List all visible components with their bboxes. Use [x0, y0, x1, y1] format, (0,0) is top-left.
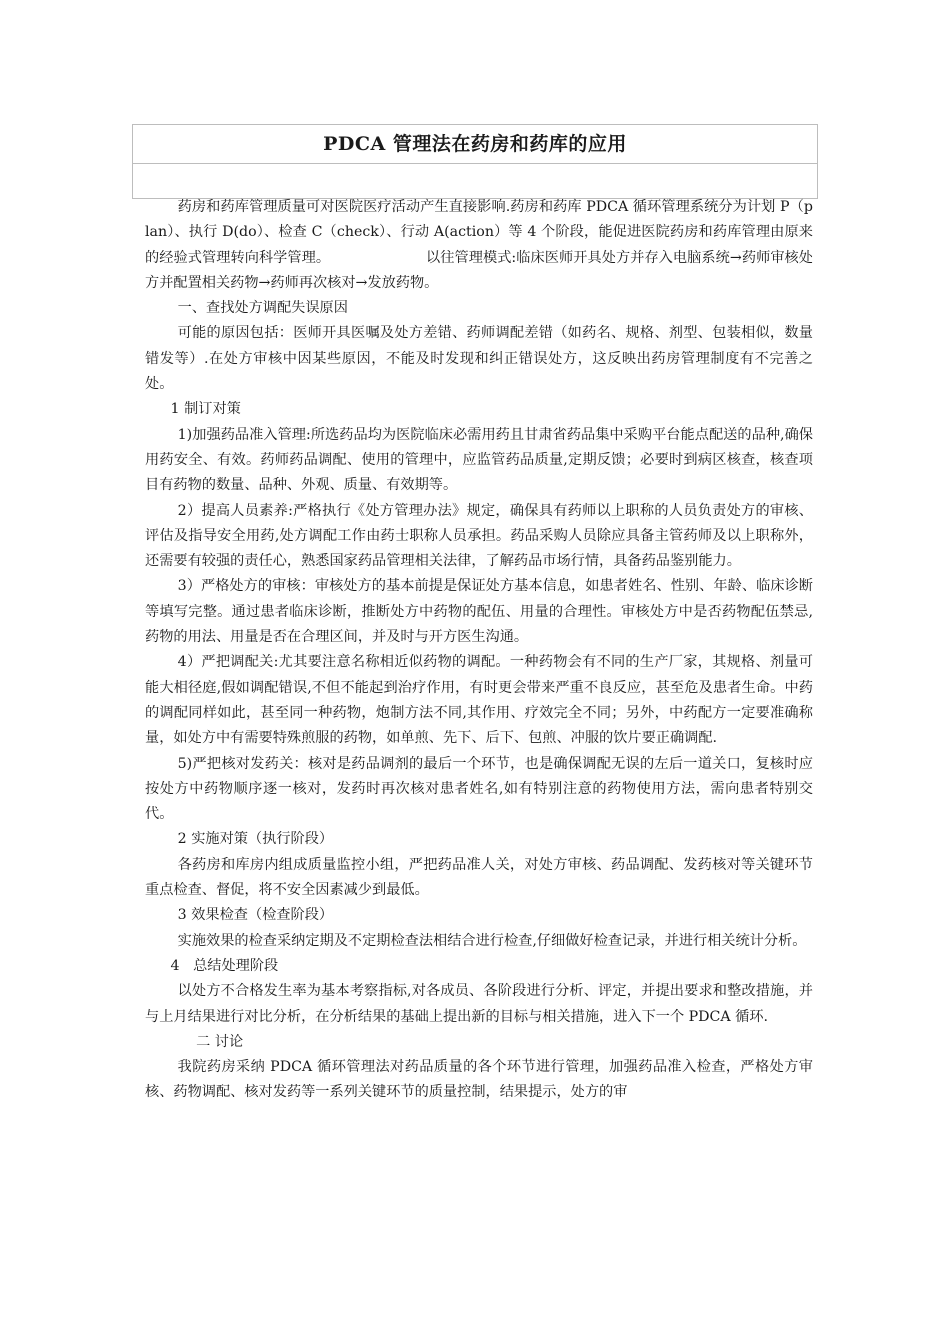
title-table: [132, 124, 818, 199]
section-heading: 1 制订对策: [170, 401, 241, 418]
document-body: [145, 195, 813, 1106]
section-heading: 3 效果检查（检查阶段）: [177, 907, 334, 924]
body-paragraph: 5)严把核对发药关：核对是药品调剂的最后一个环节，也是确保调配无误的左后一道关口，复核时应按处方中药物顺序逐一核对，发药时再次核对患者姓名,如有特别注意的药物使用方法，需向患者特别交代。: [145, 755, 813, 823]
body-paragraph: 各药房和库房内组成质量监控小组，严把药品准人关，对处方审核、药品调配、发药核对等关键环节重点检查、督促，将不安全因素减少到最低。: [145, 856, 813, 899]
body-paragraph: 3）严格处方的审核：审核处方的基本前提是保证处方基本信息，如患者姓名、性别、年龄、临床诊断等填写完整。通过患者临床诊断，推断处方中药物的配伍、用量的合理性。审核处方中是否药物配伍禁忌,药物的用法、用量是否在合理区间，并及时与开方医生沟通。: [145, 578, 813, 646]
body-paragraph: 可能的原因包括：医师开具医嘱及处方差错、药师调配差错（如药名、规格、剂型、包装相似，数量错发等）.在处方审核中因某些原因，不能及时发现和纠正错误处方，这反映出药房管理制度有不完善之处。: [145, 325, 813, 393]
section-heading: 4 总结处理阶段: [170, 957, 279, 974]
body-paragraph: 实施效果的检查采纳定期及不定期检查法相结合进行检查,仔细做好检查记录，并进行相关统计分析。: [177, 932, 807, 949]
section-heading: 二 讨论: [196, 1033, 244, 1050]
body-paragraph: 2）提高人员素养:严格执行《处方管理办法》规定，确保具有药师以上职称的人员负责处方的审核、评估及指导安全用药,处方调配工作由药士职称人员承担。药品采购人员除应具备主管药师及以上职称外，还需要有较强的责任心，熟悉国家药品管理相关法律，了解药品市场行情，具备药品鉴别能力。: [145, 502, 813, 570]
section-heading: 一、查找处方调配失误原因: [177, 300, 348, 317]
body-paragraph: 1)加强药品准入管理:所选药品均为医院临床必需用药且甘肃省药品集中采购平台能点配送的品种,确保用药安全、有效。药师药品调配、使用的管理中，应监管药品质量,定期反馈；必要时到病区核查，核查项目有药物的数量、品种、外观、质量、有效期等。: [145, 426, 813, 494]
body-paragraph: 我院药房采纳 PDCA 循环管理法对药品质量的各个环节进行管理，加强药品准入检查，严格处方审核、药物调配、核对发药等一系列关键环节的质量控制，结果提示，处方的审: [145, 1059, 813, 1101]
title-blank-row: [133, 164, 818, 199]
body-paragraph: 以处方不合格发生率为基本考察指标,对各成员、各阶段进行分析、评定，并提出要求和整改措施，并与上月结果进行对比分析，在分析结果的基础上提出新的目标与相关措施，进入下一个 PDCA 循环.: [145, 983, 813, 1025]
document-title: PDCA 管理法在药房和药库的应用: [133, 125, 818, 164]
section-heading: 2 实施对策（执行阶段）: [177, 831, 334, 848]
body-paragraph: 4）严把调配关:尤其要注意名称相近似药物的调配。一种药物会有不同的生产厂家，其规格、剂量可能大相径庭,假如调配错误,不但不能起到治疗作用，有时更会带来严重不良反应，甚至危及患者生命。中药的调配同样如此，甚至同一种药物，炮制方法不同,其作用、疗效完全不同；另外，中药配方一定要准确称量，如处方中有需要特殊煎服的药物，如单煎、先下、后下、包煎、冲服的饮片要正确调配.: [145, 654, 813, 747]
body-paragraph: 药房和药库管理质量可对医院医疗活动产生直接影响.药房和药库 PDCA 循环管理系统分为计划 P（plan）、执行 D(do）、检查 C（check）、行动 A(action）等 4 个阶段，能促进医院药房和药库管理由原来的经验式管理转向科学管理。 以往管理模式:临床医师开具处方并存入电脑系统→药师审核处方并配置相关药物→药师再次核对→发放药物。: [145, 199, 813, 291]
